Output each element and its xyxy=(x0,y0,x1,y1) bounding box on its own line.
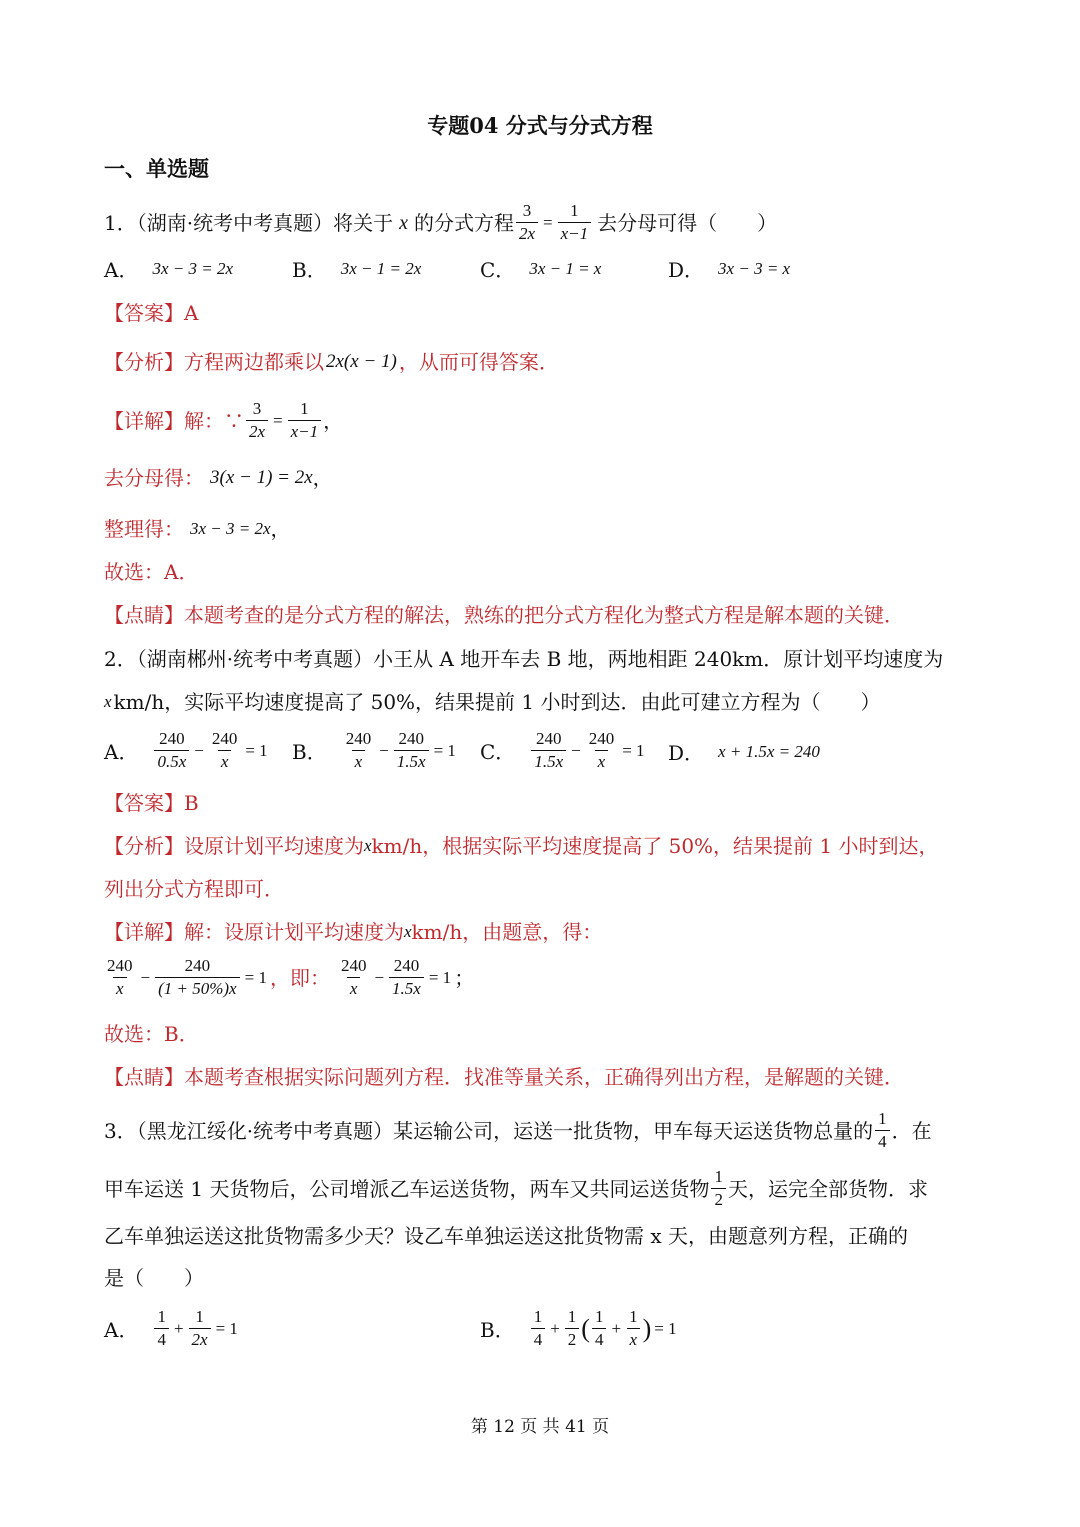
comment-tag: 【点睛】 xyxy=(104,1065,184,1089)
q2-option-c xyxy=(480,728,648,773)
q2-analysis-line2: 列出分式方程即可． xyxy=(104,877,284,901)
den: x−1 xyxy=(558,222,592,245)
q1-stem-pre: 1．（湖南·统考中考真题）将关于 xyxy=(104,210,394,235)
comment-text: 本题考查根据实际问题列方程．找准等量关系，正确得列出方程，是解题的关键． xyxy=(184,1065,904,1089)
frac xyxy=(343,728,375,773)
q1-option-b xyxy=(292,254,421,283)
label: B． xyxy=(480,1318,515,1342)
minus: − xyxy=(140,967,151,987)
den: 2 xyxy=(711,1188,726,1211)
step-label: 去分母得： xyxy=(104,466,204,490)
num: 240 xyxy=(345,729,372,748)
answer-value: B xyxy=(184,791,199,815)
label: B． xyxy=(292,740,327,764)
den: 4 xyxy=(592,1328,607,1351)
analysis-pre: 方程两边都乘以 xyxy=(184,350,324,374)
q1-comment xyxy=(104,600,904,630)
q2-option-b xyxy=(292,728,459,773)
den: 2 xyxy=(565,1328,580,1351)
detail-post: ， xyxy=(323,408,344,433)
analysis-tag: 【分析】 xyxy=(104,350,184,374)
num: 240 xyxy=(393,956,420,975)
expr: 3x − 1 = x xyxy=(529,258,602,278)
frac xyxy=(338,955,370,1000)
label: D． xyxy=(668,258,705,282)
text: 天，运完全部货物．求 xyxy=(727,1176,928,1201)
q2-option-a xyxy=(104,728,271,773)
den: 4 xyxy=(154,1328,169,1351)
right-paren: ) xyxy=(642,1313,652,1343)
q1-detail-frac2 xyxy=(288,398,322,443)
q3-line3: 乙车单独运送这批货物需多少天？设乙车单独运送这批货物需 x 天，由题意列方程，正确的 xyxy=(104,1224,908,1248)
num: 1 xyxy=(594,1307,604,1326)
label: A． xyxy=(104,740,139,764)
mid-text: ，即： xyxy=(269,965,330,990)
frac xyxy=(154,728,189,773)
analysis-pre: 设原计划平均速度为 xyxy=(184,834,364,858)
q1-step1 xyxy=(104,463,333,493)
num: 1 xyxy=(157,1307,166,1326)
page-footer: 第 12 页 共 41 页 xyxy=(470,1417,610,1437)
plus: + xyxy=(550,1318,560,1338)
label: A． xyxy=(104,1318,139,1342)
analysis-expr: 2x(x − 1) xyxy=(326,351,397,372)
eq: = xyxy=(543,212,553,232)
den: 1.5x xyxy=(531,750,566,773)
den: 4 xyxy=(875,1130,890,1153)
eq: = 1 xyxy=(433,740,456,760)
step-expr: 3(x − 1) = 2x xyxy=(210,467,313,488)
frac xyxy=(531,728,566,773)
q1-option-a xyxy=(104,254,233,283)
den: x xyxy=(595,750,609,773)
q1-answer xyxy=(104,298,198,328)
expr: 3x − 3 = 2x xyxy=(152,258,233,278)
eq: = 1 xyxy=(244,967,267,987)
den: x xyxy=(218,750,232,773)
analysis-post: ，从而可得答案． xyxy=(398,350,559,374)
step-expr: 3x − 3 = 2x xyxy=(190,519,271,538)
q1-detail xyxy=(104,398,343,443)
den: 1.5x xyxy=(394,750,429,773)
answer-tag: 【答案】 xyxy=(104,301,184,325)
answer-tag: 【答案】 xyxy=(104,791,184,815)
var: x xyxy=(104,692,112,711)
q3-line2 xyxy=(104,1166,928,1211)
eq: = 1 xyxy=(215,1318,238,1338)
num: 1 xyxy=(300,399,309,418)
text: km/h，实际平均速度提高了 50%，结果提前 1 小时到达．由此可建立方程为（ ） xyxy=(113,690,881,714)
q2-option-d xyxy=(668,737,820,766)
q2-detail xyxy=(104,917,602,947)
frac xyxy=(586,728,618,773)
num: 1 xyxy=(629,1307,638,1326)
num: 1 xyxy=(195,1307,204,1326)
den: 2x xyxy=(246,420,268,443)
minus: − xyxy=(374,967,385,987)
expr: 3x − 1 = 2x xyxy=(340,258,422,278)
num: 240 xyxy=(159,729,185,748)
frac xyxy=(209,728,241,773)
frac xyxy=(531,1306,546,1351)
den: x xyxy=(347,977,361,1000)
num: 240 xyxy=(588,729,615,748)
num: 1 xyxy=(533,1307,543,1326)
num: 240 xyxy=(398,729,424,748)
text: ．在 xyxy=(891,1118,932,1143)
q2-analysis xyxy=(104,831,939,861)
den: x xyxy=(352,750,366,773)
den: 4 xyxy=(531,1328,546,1351)
frac xyxy=(104,955,136,1000)
frac-one-half xyxy=(711,1166,726,1211)
q3-option-a xyxy=(104,1306,241,1351)
den: x−1 xyxy=(288,420,322,443)
num: 1 xyxy=(567,1307,577,1326)
num: 1 xyxy=(714,1167,723,1186)
page-title: 专题04 分式与分式方程 xyxy=(427,113,653,138)
step-post: ， xyxy=(312,466,333,490)
analysis-tag: 【分析】 xyxy=(104,834,184,858)
num: 240 xyxy=(211,729,238,748)
text: 3．（黑龙江绥化·统考中考真题）某运输公司，运送一批货物，甲车每天运送货物总量的 xyxy=(104,1118,874,1143)
frac xyxy=(189,1306,211,1351)
text: 甲车运送 1 天货物后，公司增派乙车运送货物，两车又共同运送货物 xyxy=(104,1176,710,1201)
frac xyxy=(626,1306,641,1351)
den: (1 + 50%)x xyxy=(155,977,240,1000)
q1-stem-post: 去分母可得（ ） xyxy=(597,210,778,235)
num: 240 xyxy=(107,956,133,975)
var: x xyxy=(364,836,372,855)
q1-analysis xyxy=(104,347,559,377)
eq: = 1 xyxy=(245,740,268,760)
q1-choose: 故选：A． xyxy=(104,560,199,584)
label: D． xyxy=(668,741,705,765)
num: 3 xyxy=(252,399,262,418)
q3-option-b xyxy=(480,1306,680,1351)
q1-step2 xyxy=(104,514,291,544)
num: 3 xyxy=(522,201,532,220)
detail-tag: 【详解】 xyxy=(104,920,184,944)
q3-line4: 是（ ） xyxy=(104,1266,204,1290)
frac xyxy=(592,1306,607,1351)
analysis-post: km/h，根据实际平均速度提高了 50%，结果提前 1 小时到达， xyxy=(371,834,939,858)
eq: = 1 xyxy=(428,967,452,987)
q2-answer xyxy=(104,788,199,818)
q2-stem-line1: 2．（湖南郴州·统考中考真题）小王从 A 地开车去 B 地，两地相距 240km．原计划平均速度为 xyxy=(104,647,944,671)
q2-choose: 故选：B． xyxy=(104,1022,199,1046)
step-label: 整理得： xyxy=(104,517,184,541)
den: 2x xyxy=(516,222,538,245)
eq: = xyxy=(273,410,283,430)
minus: − xyxy=(379,740,389,760)
frac xyxy=(394,728,429,773)
q2-comment xyxy=(104,1062,904,1092)
den: 1.5x xyxy=(389,977,424,1000)
minus: − xyxy=(571,740,581,760)
num: 1 xyxy=(570,201,579,220)
detail-post: km/h，由题意，得： xyxy=(411,920,603,944)
detail-pre: 解：∵ xyxy=(184,408,244,433)
q1-frac1 xyxy=(516,200,538,245)
q1-option-c xyxy=(480,254,601,283)
num: 1 xyxy=(878,1109,887,1128)
comment-tag: 【点睛】 xyxy=(104,603,184,627)
plus: + xyxy=(611,1318,622,1338)
frac-one-quarter xyxy=(875,1108,890,1153)
label: A． xyxy=(104,258,139,282)
q1-stem xyxy=(104,200,777,245)
frac xyxy=(154,1306,169,1351)
q1-stem-mid: 的分式方程 xyxy=(413,210,514,235)
q2-detail-equation xyxy=(102,955,474,1000)
eq: = 1 xyxy=(622,740,645,760)
expr: 3x − 3 = x xyxy=(718,258,791,278)
detail-pre: 解：设原计划平均速度为 xyxy=(184,920,404,944)
den: x xyxy=(113,977,127,1000)
q3-line1 xyxy=(104,1108,932,1153)
step-post: ， xyxy=(270,517,291,541)
q1-var: x xyxy=(399,211,408,234)
frac xyxy=(389,955,424,1000)
label: B． xyxy=(292,258,327,282)
frac xyxy=(565,1306,580,1351)
section-heading: 一、单选题 xyxy=(104,156,209,181)
left-paren: ( xyxy=(581,1313,590,1343)
num: 240 xyxy=(184,956,211,975)
plus: + xyxy=(173,1318,184,1338)
answer-value: A xyxy=(184,301,199,325)
num: 240 xyxy=(340,956,367,975)
q1-detail-frac1 xyxy=(246,398,268,443)
frac xyxy=(155,955,240,1000)
den: 0.5x xyxy=(154,750,189,773)
minus: − xyxy=(194,740,204,760)
den: x xyxy=(627,1328,641,1351)
comment-text: 本题考查的是分式方程的解法，熟练的把分式方程化为整式方程是解本题的关键． xyxy=(184,603,904,627)
eq: = 1 xyxy=(654,1318,677,1338)
num: 240 xyxy=(535,729,562,748)
end-text: ； xyxy=(454,965,475,990)
detail-tag: 【详解】 xyxy=(104,408,184,433)
q1-option-d xyxy=(668,254,790,283)
label: C． xyxy=(480,258,516,282)
den: 2x xyxy=(189,1328,211,1351)
q1-frac2 xyxy=(558,200,592,245)
var: x xyxy=(404,922,412,941)
label: C． xyxy=(480,740,516,764)
expr: x + 1.5x = 240 xyxy=(718,741,820,761)
q2-stem-line2 xyxy=(104,687,881,717)
